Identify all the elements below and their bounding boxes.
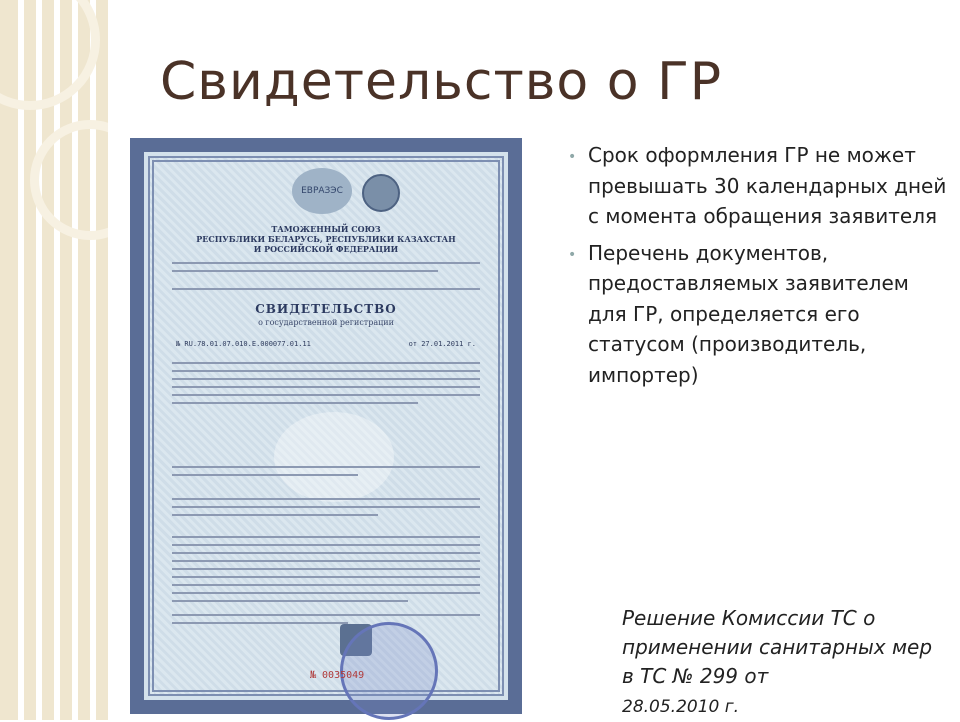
certificate-date: от 27.01.2011 г.: [408, 340, 476, 348]
text-line: [172, 474, 358, 476]
text-line: [172, 576, 480, 578]
decorative-left-strip: [0, 0, 108, 720]
text-line: [172, 402, 418, 404]
text-line: [172, 506, 480, 508]
text-line: [172, 378, 480, 380]
text-line: [172, 592, 480, 594]
text-line: [172, 362, 480, 364]
text-line: [172, 544, 480, 546]
caption-date: 28.05.2010 г.: [622, 697, 740, 717]
certificate-heading: СВИДЕТЕЛЬСТВО: [255, 302, 397, 316]
text-line: [172, 466, 480, 468]
text-line: [172, 370, 480, 372]
caption-text: Решение Комиссии ТС о применении санитарных мер в ТС № 299 от: [622, 606, 933, 688]
decorative-ring: [0, 0, 100, 110]
seal-emblem-icon: [362, 174, 400, 212]
text-line: [172, 552, 480, 554]
text-line: [172, 386, 480, 388]
bullet-text: Перечень документов, предоставляемых заявителем для ГР, определяется его статусом (производитель, импортер): [588, 240, 909, 387]
certificate-serial: № 0035049: [310, 670, 365, 681]
bullet-marker-icon: •: [568, 246, 577, 263]
bullet-item: [568, 140, 953, 232]
bullet-list: [568, 140, 953, 396]
text-line: [172, 614, 480, 616]
decorative-band: [90, 0, 96, 720]
certificate-header-line: РЕСПУБЛИКИ БЕЛАРУСЬ, РЕСПУБЛИКИ КАЗАХСТАН: [196, 234, 456, 244]
decorative-band: [54, 0, 60, 720]
certificate-body: [148, 156, 504, 696]
watermark-icon: [274, 412, 394, 502]
divider: [172, 288, 480, 290]
text-line: [172, 584, 480, 586]
text-line: [172, 270, 438, 272]
text-line: [172, 394, 480, 396]
certificate-header-line: И РОССИЙСКОЙ ФЕДЕРАЦИИ: [253, 244, 399, 254]
text-line: [172, 622, 348, 624]
text-line: [172, 560, 480, 562]
text-line: [172, 536, 480, 538]
certificate-subheading: о государственной регистрации: [258, 318, 394, 327]
eurasec-emblem-icon: ЕВРАЗЭС: [292, 168, 352, 214]
text-line: [172, 498, 480, 500]
text-line: [172, 600, 408, 602]
bullet-text: Срок оформления ГР не может превышать 30 календарных дней с момента обращения заявителя: [588, 143, 947, 228]
certificate-image: [130, 138, 522, 714]
source-caption: [622, 604, 942, 722]
certificate-number: № RU.78.01.07.010.Е.000077.01.11: [176, 340, 311, 348]
bullet-marker-icon: •: [568, 149, 577, 165]
text-line: [172, 262, 480, 264]
text-line: [172, 514, 378, 516]
slide-title: Свидетельство о ГР: [160, 52, 723, 112]
text-line: [172, 568, 480, 570]
bullet-item: [568, 238, 953, 391]
decorative-band: [72, 0, 78, 720]
certificate-header-line: ТАМОЖЕННЫЙ СОЮЗ: [271, 224, 381, 234]
